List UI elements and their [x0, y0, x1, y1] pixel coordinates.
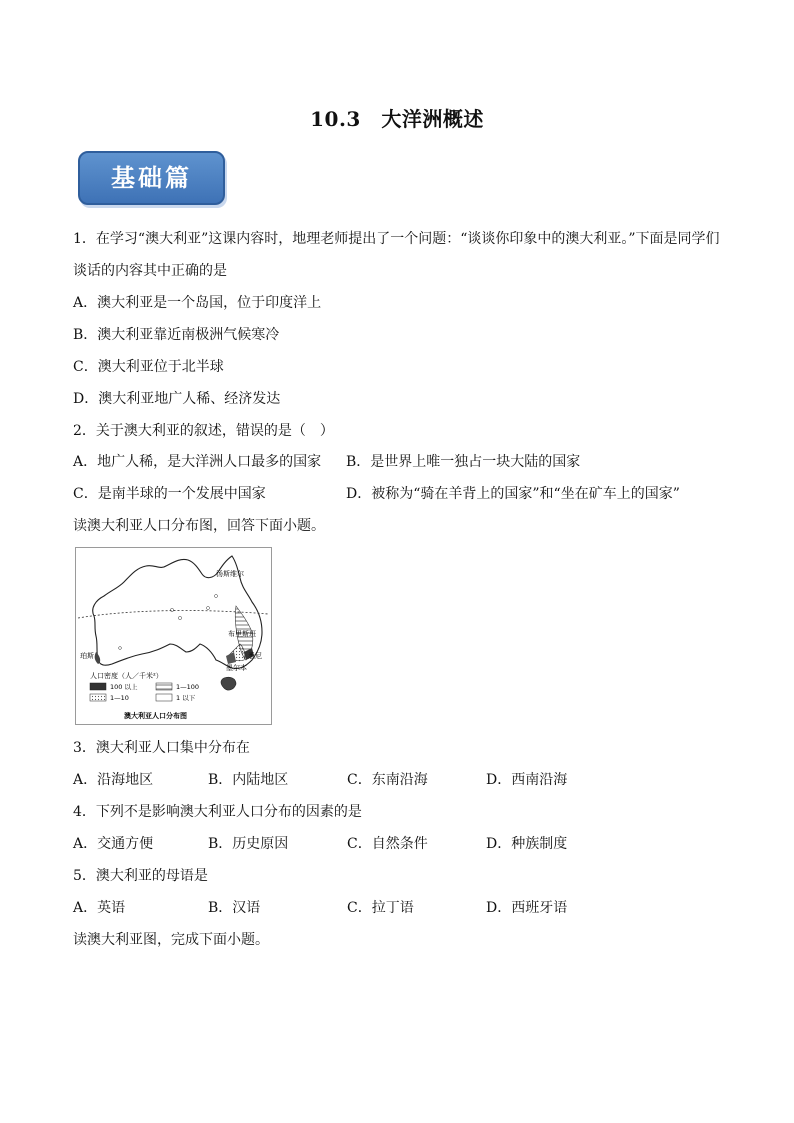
question-3-stem: 3．澳大利亚人口集中分布在: [73, 740, 250, 756]
population-map-figure: [75, 547, 272, 725]
question-4-option-d: D．种族制度: [486, 836, 568, 852]
question-5-option-d: D．西班牙语: [486, 900, 568, 916]
population-map-svg: [76, 548, 271, 724]
city-label-brisbane: 布里斯班: [228, 630, 256, 638]
question-2-option-a: A．地广人稀，是大洋洲人口最多的国家: [73, 454, 322, 470]
question-1-option-a: A．澳大利亚是一个岛国，位于印度洋上: [73, 295, 322, 311]
question-2-option-c: C．是南半球的一个发展中国家: [73, 486, 266, 502]
section-badge: [78, 151, 225, 205]
question-4-stem: 4．下列不是影响澳大利亚人口分布的因素的是: [73, 804, 362, 820]
legend-label-4: 1 以下: [176, 694, 196, 702]
question-2-option-d: D．被称为“骑在羊背上的国家”和“坐在矿车上的国家”: [346, 486, 680, 502]
question-5-option-b: B．汉语: [208, 900, 261, 916]
legend-swatch-3: [90, 694, 106, 701]
question-4-option-a: A．交通方便: [73, 836, 154, 852]
question-4-option-b: B．历史原因: [208, 836, 289, 852]
question-3-option-a: A．沿海地区: [73, 772, 154, 788]
question-1-stem-line2: 谈话的内容其中正确的是: [73, 263, 227, 279]
legend-label-2: 1—100: [176, 683, 200, 691]
question-3-option-b: B．内陆地区: [208, 772, 289, 788]
legend-label-3: 1—10: [110, 694, 129, 702]
question-5-option-c: C．拉丁语: [347, 900, 414, 916]
question-1-option-b: B．澳大利亚靠近南极洲气候寒冷: [73, 327, 280, 343]
map2-intro-text: 读澳大利亚图，完成下面小题。: [73, 932, 269, 948]
question-2-stem: 2．关于澳大利亚的叙述，错误的是（ ）: [73, 423, 334, 439]
question-1-option-d: D．澳大利亚地广人稀、经济发达: [73, 391, 281, 407]
city-label-townsville: 汤斯维尔: [216, 570, 244, 578]
city-label-sydney: 悉尼: [248, 652, 262, 660]
legend-swatch-4: [156, 694, 172, 701]
legend-label-1: 100 以上: [110, 683, 138, 691]
question-1-stem-line1: 1．在学习“澳大利亚”这课内容时，地理老师提出了一个问题：“谈谈你印象中的澳大利亚。”下面是同学们: [73, 231, 720, 247]
legend-swatch-2: [156, 683, 172, 690]
tasmania-shape: [221, 677, 236, 690]
map-caption: 澳大利亚人口分布图: [124, 712, 187, 720]
question-3-option-d: D．西南沿海: [486, 772, 568, 788]
city-label-melbourne: 墨尔本: [226, 664, 247, 672]
question-5-stem: 5．澳大利亚的母语是: [73, 868, 208, 884]
city-label-perth: 珀斯: [80, 652, 94, 660]
question-4-option-c: C．自然条件: [347, 836, 428, 852]
question-2-option-b: B．是世界上唯一独占一块大陆的国家: [346, 454, 581, 470]
page-title: 10.3 大洋洲概述: [310, 107, 484, 131]
legend-title: 人口密度（人／千米²）: [90, 672, 163, 680]
legend-swatch-1: [90, 683, 106, 690]
question-3-option-c: C．东南沿海: [347, 772, 428, 788]
section-badge-label: 基础篇: [111, 163, 192, 192]
question-5-option-a: A．英语: [73, 900, 126, 916]
map-intro-text: 读澳大利亚人口分布图，回答下面小题。: [73, 518, 325, 534]
question-1-option-c: C．澳大利亚位于北半球: [73, 359, 224, 375]
